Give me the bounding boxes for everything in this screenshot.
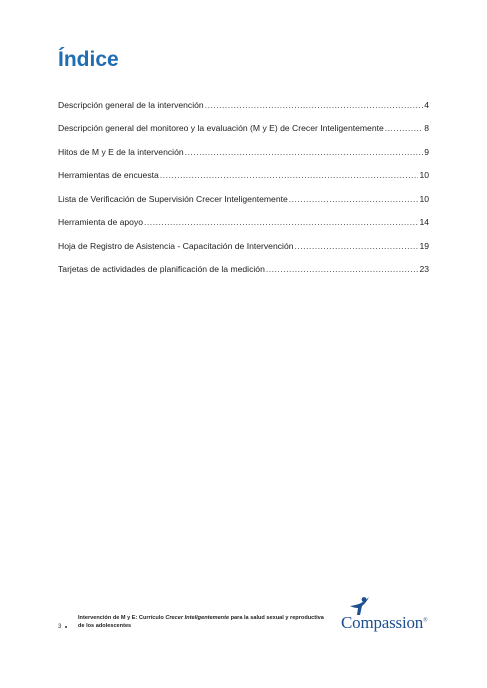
toc-entry-page: 23: [419, 264, 429, 275]
toc-entry-page: 10: [419, 170, 429, 181]
toc-leader-dots: [160, 171, 419, 180]
toc-entry-page: 9: [424, 146, 429, 157]
footer-caption-italic: Crecer Inteligentemente: [165, 615, 230, 621]
toc-leader-dots: [266, 265, 419, 274]
footer-caption-line2: de los adolescentes: [78, 623, 132, 629]
toc-entry-label: Herramienta de apoyo: [58, 217, 144, 228]
registered-mark: ®: [423, 617, 428, 624]
logo-wordmark-text: Compassion: [341, 613, 424, 632]
toc-entry-page: 8: [424, 123, 429, 134]
toc-entry[interactable]: [58, 157, 429, 181]
toc-entry[interactable]: [58, 251, 429, 275]
toc-entry[interactable]: [58, 204, 429, 228]
bullet-dot: [65, 626, 67, 628]
toc-entry[interactable]: [58, 110, 429, 134]
table-of-contents: [58, 86, 429, 274]
footer-caption: [78, 614, 328, 630]
toc-entry[interactable]: [58, 133, 429, 157]
toc-leader-dots: [144, 218, 418, 227]
page-footer: [58, 604, 443, 644]
toc-entry-label: Lista de Verificación de Supervisión Crecer Inteligentemente: [58, 193, 288, 204]
page-title: Índice: [58, 48, 119, 71]
toc-entry[interactable]: [58, 227, 429, 251]
footer-caption-part1: Intervención de M y E: Currículo: [78, 615, 166, 621]
footer-caption-part2: para la salud sexual y reproductiva: [229, 615, 324, 621]
toc-leader-dots: [185, 148, 424, 157]
toc-entry-page: 19: [419, 240, 429, 251]
compassion-logo: [339, 596, 444, 636]
toc-entry-label: Hitos de M y E de la intervención: [58, 146, 184, 157]
toc-leader-dots: [385, 124, 423, 133]
toc-entry-page: 14: [419, 217, 429, 228]
toc-entry[interactable]: [58, 86, 429, 110]
toc-entry[interactable]: [58, 180, 429, 204]
page-number: 3: [58, 624, 62, 630]
toc-entry-page: 10: [419, 193, 429, 204]
toc-entry-label: Tarjetas de actividades de planificación de la medición: [58, 264, 265, 275]
toc-entry-label: Hoja de Registro de Asistencia - Capacitación de Intervención: [58, 240, 294, 251]
logo-wordmark: [341, 613, 427, 633]
toc-entry-label: Herramientas de encuesta: [58, 170, 159, 181]
toc-entry-label: Descripción general del monitoreo y la evaluación (M y E) de Crecer Inteligentemente: [58, 123, 384, 134]
toc-leader-dots: [295, 242, 419, 251]
toc-leader-dots: [289, 195, 419, 204]
toc-leader-dots: [205, 101, 424, 110]
toc-entry-page: 4: [424, 99, 429, 110]
toc-entry-label: Descripción general de la intervención: [58, 99, 204, 110]
